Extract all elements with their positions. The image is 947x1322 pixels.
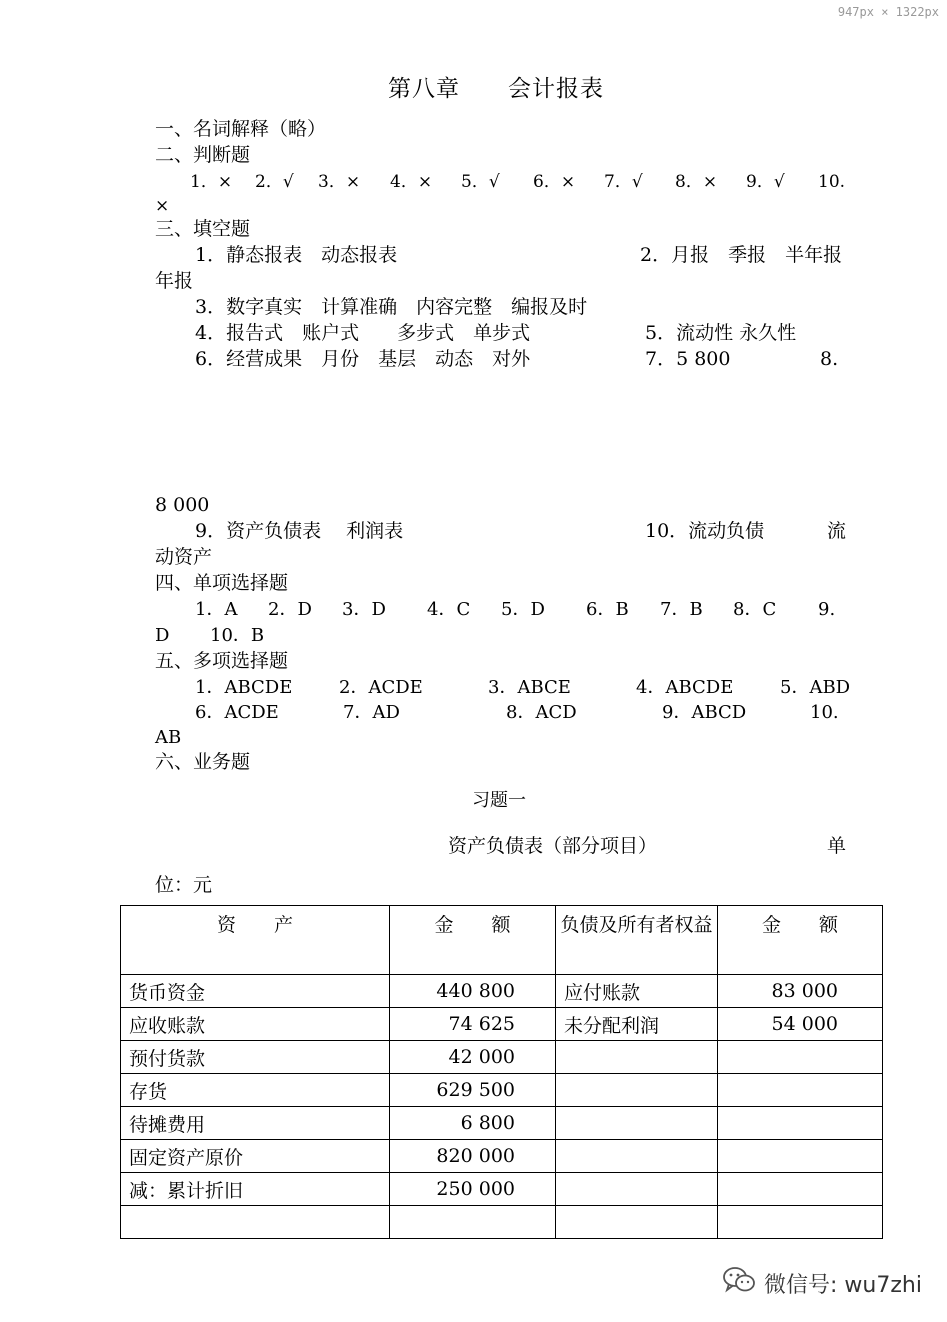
table-row [121, 1074, 883, 1107]
fill-answer: 流 [827, 520, 847, 542]
fill-answer: 3．数字真实 计算准确 内容完整 编报及时 [195, 296, 588, 318]
asset-amount-cell: 440 800 [390, 975, 556, 1008]
image-dimensions-label: 947px × 1322px [837, 5, 939, 19]
multi-answer: 4．ABCDE [636, 677, 734, 698]
liability-cell: 应付账款 [556, 975, 718, 1008]
asset-cell: 存货 [121, 1074, 390, 1107]
liability-amount-cell [718, 1206, 883, 1239]
fill-answer: 7．5 800 [645, 348, 731, 370]
multi-answer: 6．ACDE [195, 702, 279, 723]
liability-cell [556, 1074, 718, 1107]
liability-cell [556, 1173, 718, 1206]
table-row [121, 1206, 883, 1239]
liability-amount-cell [718, 1041, 883, 1074]
liability-amount-cell: 54 000 [718, 1008, 883, 1041]
judge-answer: × [155, 196, 170, 216]
asset-cell: 应收账款 [121, 1008, 390, 1041]
table-row [121, 1107, 883, 1140]
unit-label-part2: 位：元 [155, 874, 213, 896]
multi-answer: 2．ACDE [339, 677, 423, 698]
table-row [121, 1041, 883, 1074]
single-answer: 5．D [501, 599, 545, 620]
liability-amount-cell [718, 1140, 883, 1173]
single-answer: D [155, 625, 170, 646]
liability-cell: 未分配利润 [556, 1008, 718, 1041]
asset-amount-cell: 6 800 [390, 1107, 556, 1140]
wechat-watermark [722, 1265, 922, 1301]
multi-answer: 8．ACD [506, 702, 577, 723]
judge-answer: 6．× [533, 172, 576, 192]
asset-cell: 预付货款 [121, 1041, 390, 1074]
section-6-heading: 六、业务题 [155, 751, 251, 773]
header-liabilities-equity: 负债及所有者权益 [556, 906, 718, 975]
fill-answer: 9．资产负债表 利润表 [195, 520, 404, 542]
single-answer: 10．B [210, 625, 265, 646]
single-answer: 4．C [427, 599, 471, 620]
single-answer: 9. [818, 599, 836, 620]
liability-cell [556, 1206, 718, 1239]
asset-cell: 货币资金 [121, 975, 390, 1008]
multi-answer: 10. [810, 702, 839, 723]
table-row [121, 975, 883, 1008]
judge-answer: 7．√ [604, 172, 643, 192]
fill-answer: 8. [820, 348, 839, 370]
fill-answer: 8 000 [155, 494, 210, 516]
liability-amount-cell [718, 1107, 883, 1140]
wechat-icon [722, 1265, 756, 1301]
fill-answer: 6．经营成果 月份 基层 动态 对外 [195, 348, 531, 370]
liability-cell [556, 1107, 718, 1140]
liability-amount-cell [718, 1173, 883, 1206]
liability-amount-cell: 83 000 [718, 975, 883, 1008]
single-answer: 2．D [268, 599, 312, 620]
balance-sheet-table [120, 905, 883, 1239]
chapter-title: 第八章 会计报表 [388, 76, 604, 102]
single-answer: 3．D [342, 599, 386, 620]
fill-answer: 动资产 [155, 546, 213, 568]
asset-amount-cell: 42 000 [390, 1041, 556, 1074]
unit-label-part1: 单 [827, 835, 847, 857]
judge-answer: 2．√ [255, 172, 294, 192]
liability-cell [556, 1041, 718, 1074]
asset-amount-cell: 74 625 [390, 1008, 556, 1041]
asset-amount-cell: 250 000 [390, 1173, 556, 1206]
liability-amount-cell [718, 1074, 883, 1107]
multi-answer: 3．ABCE [488, 677, 571, 698]
judge-answer: 4．× [390, 172, 433, 192]
table-title: 资产负债表（部分项目） [448, 835, 658, 857]
header-amount: 金 额 [390, 906, 556, 975]
judge-answer: 1．× [190, 172, 233, 192]
exercise-heading: 习题一 [472, 790, 526, 811]
table-header-row [121, 906, 883, 975]
judge-answer: 10. [818, 172, 846, 192]
liability-cell [556, 1140, 718, 1173]
multi-answer: 1．ABCDE [195, 677, 293, 698]
multi-answer: AB [155, 727, 182, 748]
asset-cell: 减：累计折旧 [121, 1173, 390, 1206]
watermark-text: 微信号: wu7zhi [764, 1272, 922, 1298]
header-assets: 资 产 [121, 906, 390, 975]
multi-answer: 5．ABD [780, 677, 851, 698]
section-5-heading: 五、多项选择题 [155, 650, 289, 672]
section-2-heading: 二、判断题 [155, 144, 251, 166]
table-row [121, 1008, 883, 1041]
asset-cell: 待摊费用 [121, 1107, 390, 1140]
header-amount: 金 额 [718, 906, 883, 975]
asset-cell [121, 1206, 390, 1239]
single-answer: 6．B [586, 599, 629, 620]
section-3-heading: 三、填空题 [155, 218, 251, 240]
asset-amount-cell: 820 000 [390, 1140, 556, 1173]
judge-answer: 5．√ [461, 172, 500, 192]
section-1-heading: 一、名词解释（略） [155, 118, 327, 140]
fill-answer: 1．静态报表 动态报表 [195, 244, 398, 266]
judge-answer: 9．√ [746, 172, 785, 192]
single-answer: 8．C [733, 599, 777, 620]
asset-amount-cell: 629 500 [390, 1074, 556, 1107]
multi-answer: 7．AD [343, 702, 400, 723]
fill-answer: 2．月报 季报 半年报 [640, 244, 843, 266]
asset-cell: 固定资产原价 [121, 1140, 390, 1173]
judge-answer: 3．× [318, 172, 361, 192]
fill-answer: 4．报告式 账户式 多步式 单步式 [195, 322, 531, 344]
judge-answer: 8．× [675, 172, 718, 192]
fill-answer: 5．流动性 永久性 [645, 322, 797, 344]
asset-amount-cell [390, 1206, 556, 1239]
fill-answer: 10．流动负债 [645, 520, 765, 542]
table-row [121, 1173, 883, 1206]
single-answer: 7．B [660, 599, 703, 620]
multi-answer: 9．ABCD [662, 702, 747, 723]
section-4-heading: 四、单项选择题 [155, 572, 289, 594]
table-row [121, 1140, 883, 1173]
single-answer: 1．A [195, 599, 238, 620]
fill-answer: 年报 [155, 270, 194, 292]
